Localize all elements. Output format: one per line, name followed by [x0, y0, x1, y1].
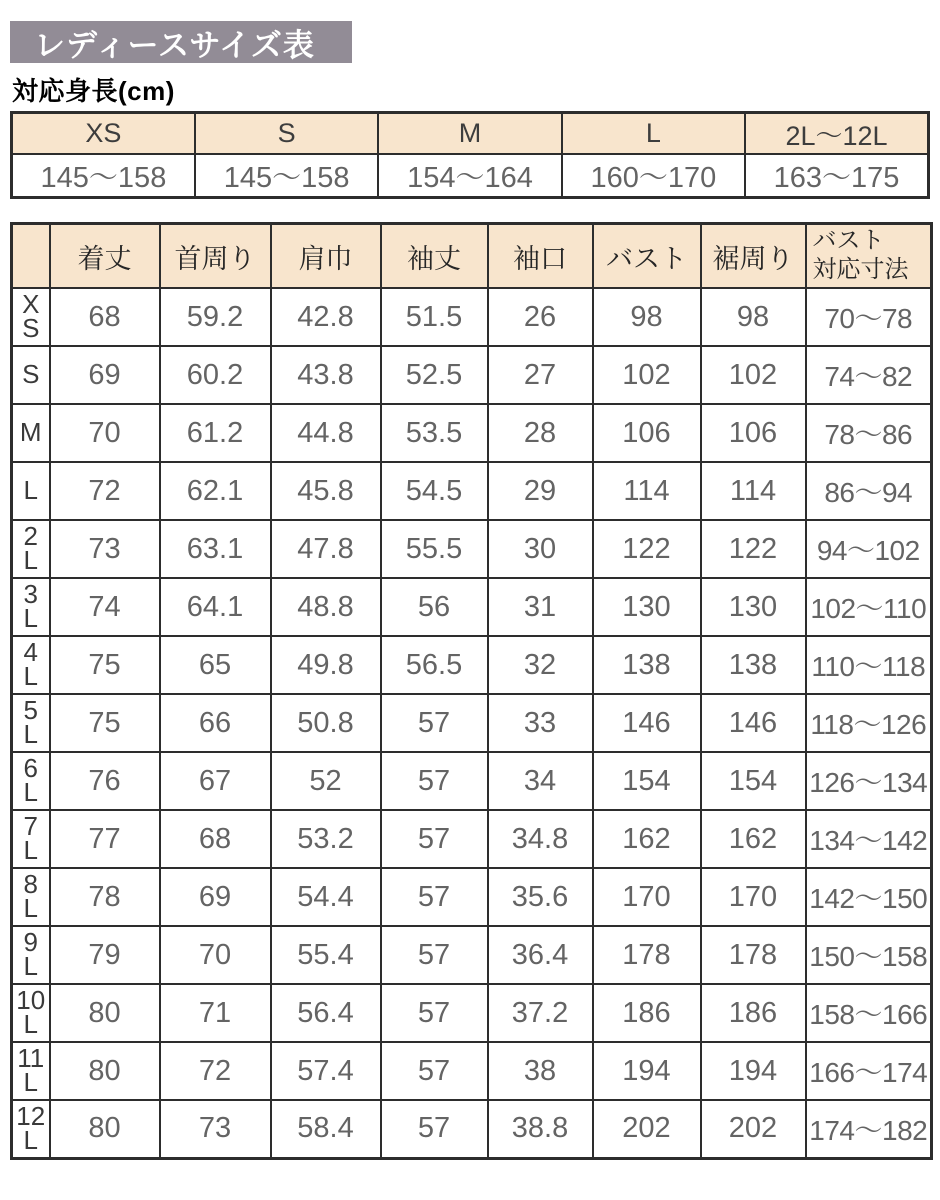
- size-cell: 57: [381, 1042, 488, 1100]
- size-cell: 106: [593, 404, 701, 462]
- size-cell: 33: [488, 694, 593, 752]
- size-label-line: L: [23, 835, 38, 865]
- size-cell: 43.8: [271, 346, 381, 404]
- size-cell: 57: [381, 752, 488, 810]
- size-cell: 49.8: [271, 636, 381, 694]
- size-cell: 162: [593, 810, 701, 868]
- size-label-line: X: [22, 289, 40, 320]
- size-cell: 70: [50, 404, 160, 462]
- size-cell: 50.8: [271, 694, 381, 752]
- size-label-line: L: [23, 719, 38, 749]
- size-row-12l: [12, 1100, 932, 1158]
- size-label-6l: [12, 752, 50, 810]
- size-cell: 29: [488, 462, 593, 520]
- size-cell: 57: [381, 694, 488, 752]
- size-cell: 178: [593, 926, 701, 984]
- size-cell: 66: [160, 694, 271, 752]
- size-label-5l: [12, 694, 50, 752]
- size-label-line: 7: [23, 811, 38, 842]
- column-header-hem: 裾周り: [701, 224, 806, 289]
- size-cell: 56: [381, 578, 488, 636]
- size-cell: 202: [701, 1100, 806, 1158]
- size-cell: 60.2: [160, 346, 271, 404]
- size-cell: 27: [488, 346, 593, 404]
- size-label-line: M: [19, 417, 42, 448]
- size-label-line: L: [23, 893, 38, 923]
- size-label-10l: [12, 984, 50, 1042]
- size-cell: 114: [593, 462, 701, 520]
- size-cell: 32: [488, 636, 593, 694]
- size-cell: 73: [50, 520, 160, 578]
- size-label-12l: [12, 1100, 50, 1158]
- size-cell: 38.8: [488, 1100, 593, 1158]
- size-cell: 130: [701, 578, 806, 636]
- size-cell: 69: [50, 346, 160, 404]
- size-cell: 54.5: [381, 462, 488, 520]
- size-cell: 56.5: [381, 636, 488, 694]
- size-label-8l: [12, 868, 50, 926]
- size-label-s: [12, 346, 50, 404]
- height-table-value-row: [12, 154, 929, 198]
- size-cell: 71: [160, 984, 271, 1042]
- size-cell: 186: [593, 984, 701, 1042]
- size-cell: 122: [701, 520, 806, 578]
- size-cell: 52.5: [381, 346, 488, 404]
- size-cell: 170: [593, 868, 701, 926]
- size-cell: 57: [381, 1100, 488, 1158]
- size-cell: 47.8: [271, 520, 381, 578]
- size-cell: 102: [701, 346, 806, 404]
- size-cell: 35.6: [488, 868, 593, 926]
- size-cell: 78〜86: [806, 404, 932, 462]
- size-cell: 78: [50, 868, 160, 926]
- size-cell: 57: [381, 810, 488, 868]
- size-cell: 146: [593, 694, 701, 752]
- size-label-3l: [12, 578, 50, 636]
- size-cell: 63.1: [160, 520, 271, 578]
- size-cell: 55.5: [381, 520, 488, 578]
- size-cell: 28: [488, 404, 593, 462]
- size-row-8l: [12, 868, 932, 926]
- column-header-cuff: 袖口: [488, 224, 593, 289]
- size-cell: 186: [701, 984, 806, 1042]
- size-cell: 146: [701, 694, 806, 752]
- size-cell: 154: [593, 752, 701, 810]
- size-cell: 170: [701, 868, 806, 926]
- size-label-2l: [12, 520, 50, 578]
- size-cell: 36.4: [488, 926, 593, 984]
- size-label-7l: [12, 810, 50, 868]
- size-cell: 202: [593, 1100, 701, 1158]
- size-label-line: L: [23, 475, 38, 506]
- size-cell: 34: [488, 752, 593, 810]
- size-cell: 98: [701, 288, 806, 346]
- size-label-line: 12: [16, 1100, 46, 1131]
- size-cell: 162: [701, 810, 806, 868]
- size-cell: 54.4: [271, 868, 381, 926]
- size-label-m: [12, 404, 50, 462]
- size-row-m: [12, 404, 932, 462]
- size-row-3l: [12, 578, 932, 636]
- size-row-6l: [12, 752, 932, 810]
- height-header-s: S: [195, 113, 378, 155]
- size-cell: 76: [50, 752, 160, 810]
- size-label-line: S: [22, 359, 40, 390]
- size-cell: 98: [593, 288, 701, 346]
- size-label-line: 6: [23, 753, 38, 784]
- size-cell: 57: [381, 926, 488, 984]
- size-cell: 53.2: [271, 810, 381, 868]
- size-cell: 42.8: [271, 288, 381, 346]
- column-header-bust: バスト: [593, 224, 701, 289]
- size-cell: 75: [50, 636, 160, 694]
- size-label-line: 10: [16, 985, 46, 1016]
- column-header-body-length: 着丈: [50, 224, 160, 289]
- height-table: [10, 111, 930, 199]
- size-cell: 102: [593, 346, 701, 404]
- size-cell: 130: [593, 578, 701, 636]
- size-label-line: 5: [23, 695, 38, 726]
- size-cell: 65: [160, 636, 271, 694]
- size-cell: 142〜150: [806, 868, 932, 926]
- column-header-bust-range: [806, 224, 932, 289]
- bust-range-line1: バスト: [812, 227, 885, 255]
- size-table-header-row: [12, 224, 932, 289]
- size-cell: 79: [50, 926, 160, 984]
- size-cell: 57: [381, 984, 488, 1042]
- size-cell: 158〜166: [806, 984, 932, 1042]
- size-label-9l: [12, 926, 50, 984]
- height-header-l: L: [562, 113, 745, 155]
- size-cell: 37.2: [488, 984, 593, 1042]
- size-cell: 61.2: [160, 404, 271, 462]
- size-cell: 150〜158: [806, 926, 932, 984]
- size-cell: 26: [488, 288, 593, 346]
- size-label-line: L: [23, 951, 38, 981]
- size-cell: 55.4: [271, 926, 381, 984]
- height-header-m: M: [378, 113, 561, 155]
- height-value-xs: 145〜158: [12, 154, 195, 198]
- size-label-line: L: [23, 603, 38, 633]
- size-cell: 38: [488, 1042, 593, 1100]
- size-table: [10, 222, 933, 1160]
- size-cell: 174〜182: [806, 1100, 932, 1158]
- size-cell: 114: [701, 462, 806, 520]
- size-cell: 68: [160, 810, 271, 868]
- size-row-2l: [12, 520, 932, 578]
- size-cell: 48.8: [271, 578, 381, 636]
- height-value-2l-12l: 163〜175: [745, 154, 928, 198]
- size-cell: 86〜94: [806, 462, 932, 520]
- size-row-10l: [12, 984, 932, 1042]
- size-cell: 194: [593, 1042, 701, 1100]
- size-row-7l: [12, 810, 932, 868]
- size-cell: 118〜126: [806, 694, 932, 752]
- size-cell: 59.2: [160, 288, 271, 346]
- size-cell: 31: [488, 578, 593, 636]
- size-cell: 57: [381, 868, 488, 926]
- size-cell: 110〜118: [806, 636, 932, 694]
- size-row-4l: [12, 636, 932, 694]
- height-table-header-row: [12, 113, 929, 155]
- size-cell: 126〜134: [806, 752, 932, 810]
- size-cell: 80: [50, 984, 160, 1042]
- size-cell: 77: [50, 810, 160, 868]
- size-label-line: 2: [23, 521, 38, 552]
- size-cell: 134〜142: [806, 810, 932, 868]
- column-header-sleeve: 袖丈: [381, 224, 488, 289]
- size-row-9l: [12, 926, 932, 984]
- size-label-line: 3: [23, 579, 38, 610]
- size-cell: 74: [50, 578, 160, 636]
- size-label-line: S: [22, 313, 40, 343]
- size-row-xs: [12, 288, 932, 346]
- size-cell: 70: [160, 926, 271, 984]
- size-cell: 72: [160, 1042, 271, 1100]
- height-value-m: 154〜164: [378, 154, 561, 198]
- size-table-body: [12, 288, 932, 1158]
- height-header-2l-12l: 2L〜12L: [745, 113, 928, 155]
- size-label-line: 9: [23, 927, 38, 958]
- size-row-11l: [12, 1042, 932, 1100]
- size-row-l: [12, 462, 932, 520]
- size-label-xs: [12, 288, 50, 346]
- size-cell: 166〜174: [806, 1042, 932, 1100]
- size-label-line: L: [23, 545, 38, 575]
- size-cell: 138: [701, 636, 806, 694]
- size-cell: 30: [488, 520, 593, 578]
- size-cell: 178: [701, 926, 806, 984]
- size-cell: 69: [160, 868, 271, 926]
- corner-cell: [12, 224, 50, 289]
- size-cell: 56.4: [271, 984, 381, 1042]
- height-heading: 対応身長(cm): [12, 76, 175, 106]
- size-cell: 138: [593, 636, 701, 694]
- size-cell: 80: [50, 1042, 160, 1100]
- size-cell: 74〜82: [806, 346, 932, 404]
- column-header-neck: 首周り: [160, 224, 271, 289]
- page-title-bar: [10, 21, 352, 63]
- size-cell: 80: [50, 1100, 160, 1158]
- size-cell: 51.5: [381, 288, 488, 346]
- size-label-l: [12, 462, 50, 520]
- size-label-line: L: [23, 1067, 38, 1097]
- size-label-line: 11: [17, 1043, 45, 1074]
- size-cell: 58.4: [271, 1100, 381, 1158]
- size-cell: 122: [593, 520, 701, 578]
- height-value-s: 145〜158: [195, 154, 378, 198]
- size-cell: 194: [701, 1042, 806, 1100]
- size-cell: 53.5: [381, 404, 488, 462]
- size-cell: 106: [701, 404, 806, 462]
- size-cell: 94〜102: [806, 520, 932, 578]
- size-cell: 72: [50, 462, 160, 520]
- size-row-s: [12, 346, 932, 404]
- column-header-shoulder: 肩巾: [271, 224, 381, 289]
- size-cell: 52: [271, 752, 381, 810]
- size-label-line: 4: [23, 637, 38, 668]
- size-cell: 70〜78: [806, 288, 932, 346]
- height-header-xs: XS: [12, 113, 195, 155]
- size-cell: 68: [50, 288, 160, 346]
- page-title: レディースサイズ表: [34, 27, 315, 63]
- height-value-l: 160〜170: [562, 154, 745, 198]
- size-cell: 64.1: [160, 578, 271, 636]
- size-cell: 44.8: [271, 404, 381, 462]
- size-label-line: L: [23, 777, 38, 807]
- size-cell: 34.8: [488, 810, 593, 868]
- size-cell: 102〜110: [806, 578, 932, 636]
- size-label-line: L: [23, 1124, 38, 1155]
- size-cell: 45.8: [271, 462, 381, 520]
- size-cell: 67: [160, 752, 271, 810]
- size-label-4l: [12, 636, 50, 694]
- size-label-line: L: [23, 1009, 38, 1039]
- size-label-line: 8: [23, 869, 38, 900]
- size-cell: 154: [701, 752, 806, 810]
- size-label-11l: [12, 1042, 50, 1100]
- size-cell: 57.4: [271, 1042, 381, 1100]
- bust-range-line2: 対応寸法: [812, 256, 909, 283]
- size-cell: 73: [160, 1100, 271, 1158]
- size-cell: 75: [50, 694, 160, 752]
- size-cell: 62.1: [160, 462, 271, 520]
- size-row-5l: [12, 694, 932, 752]
- size-label-line: L: [23, 661, 38, 691]
